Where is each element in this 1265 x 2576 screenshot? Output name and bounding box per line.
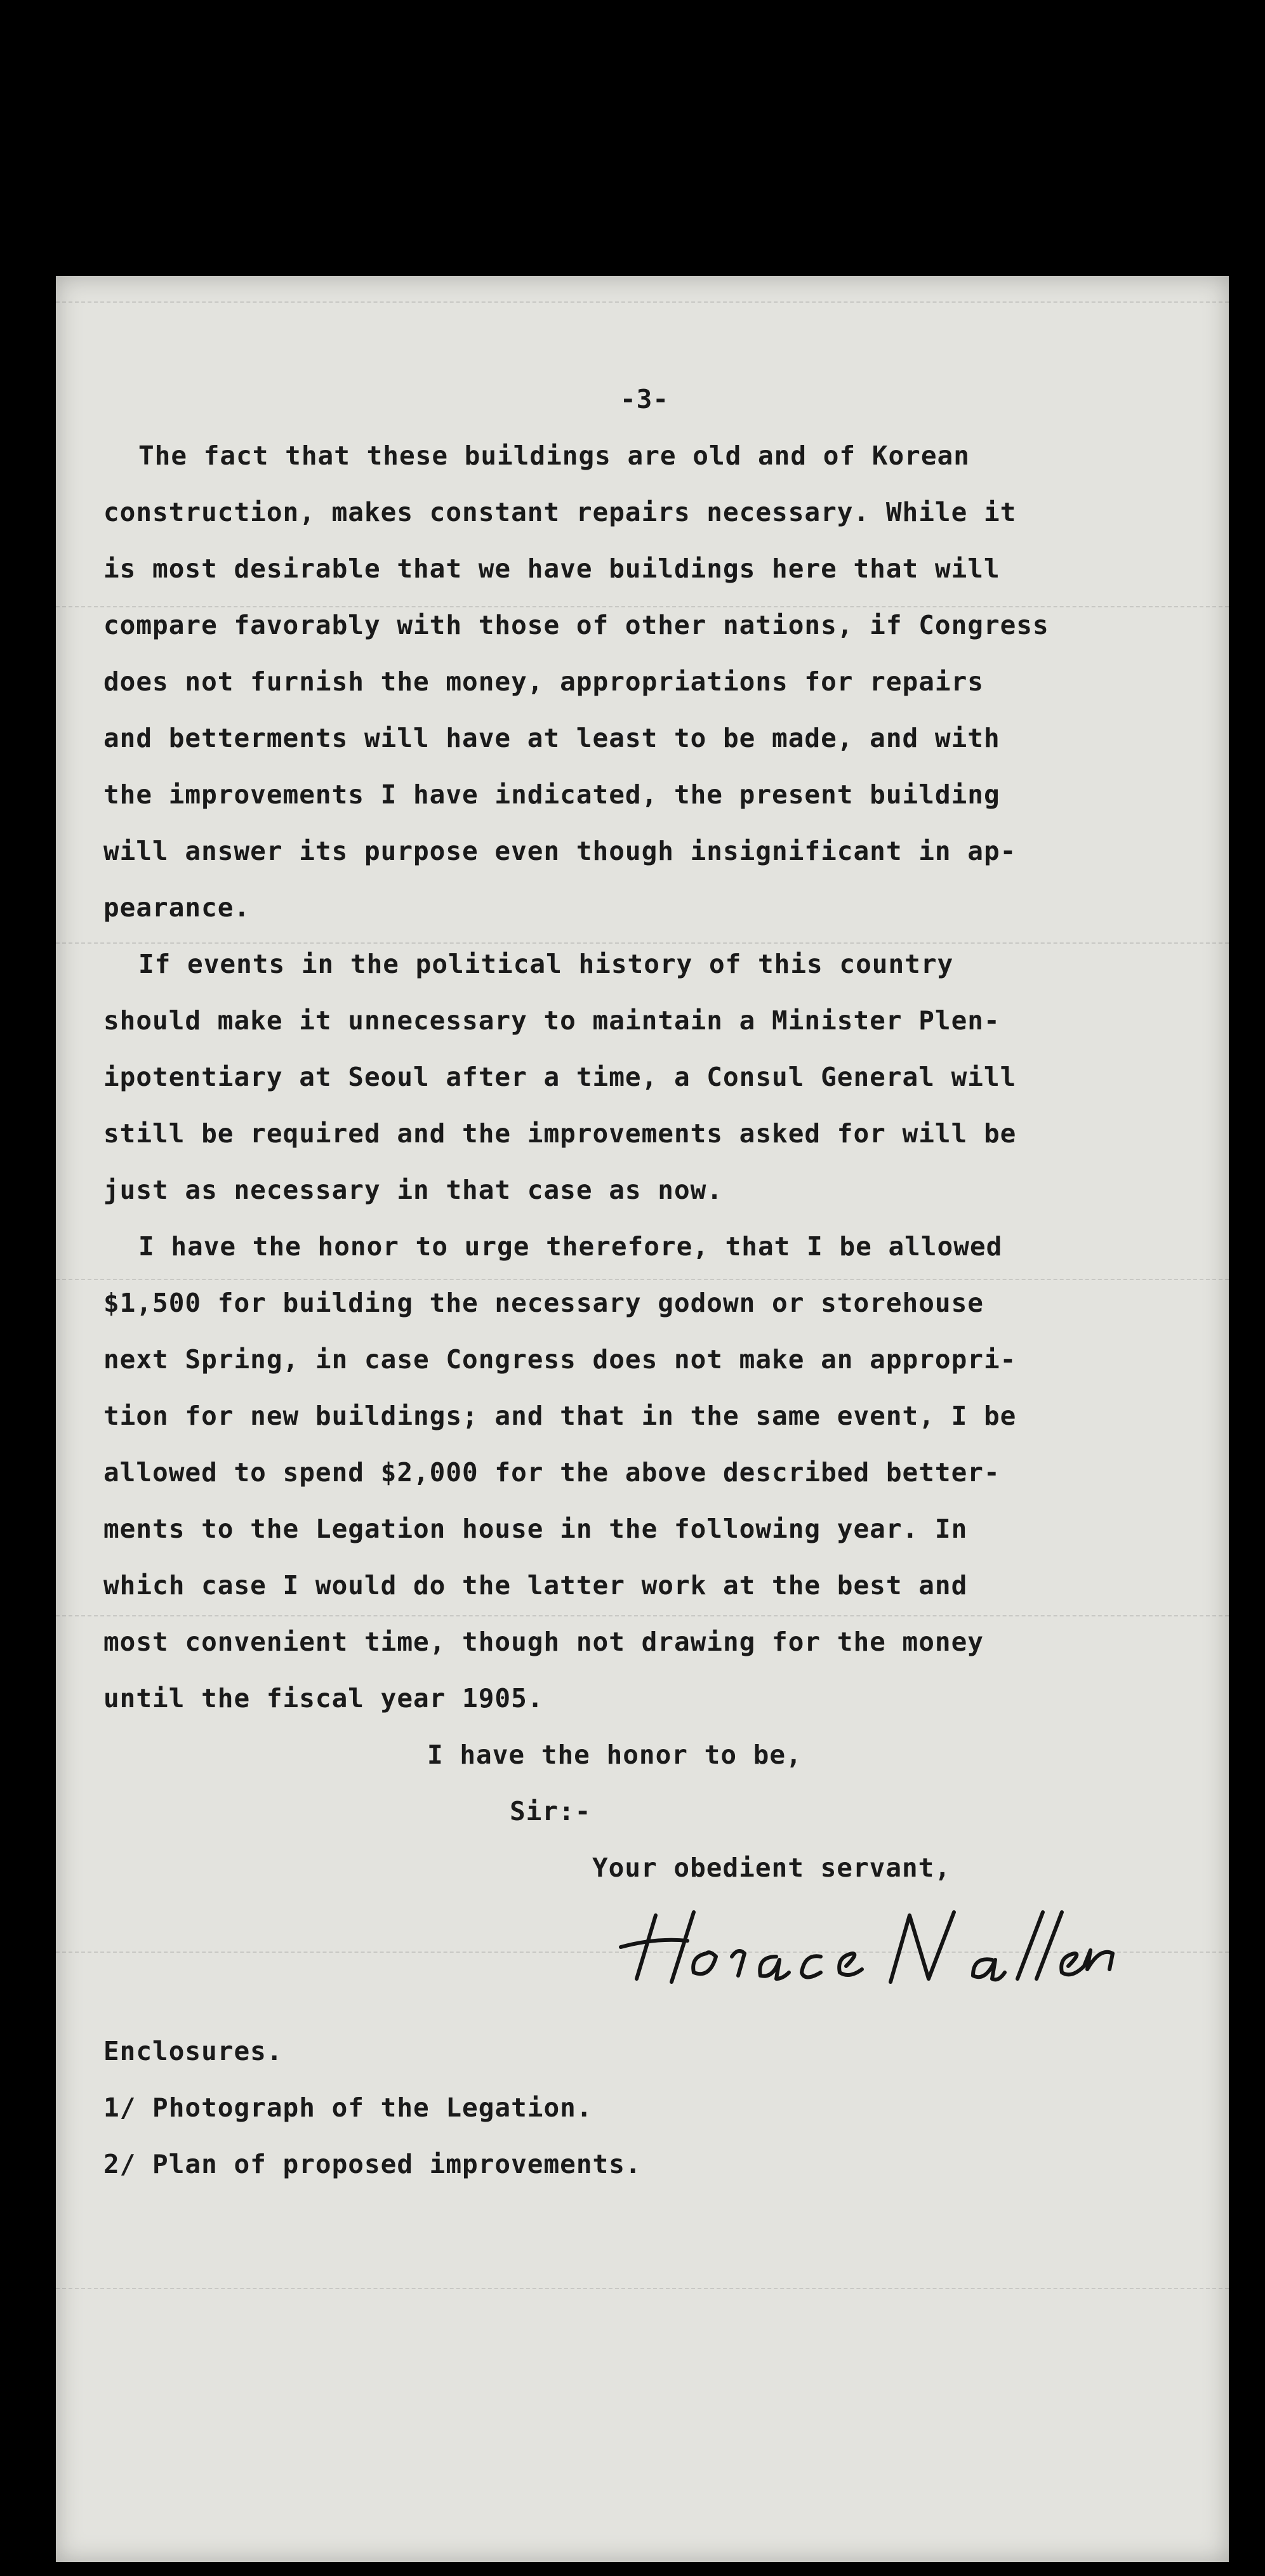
closing-salutation: Sir:-: [510, 1796, 592, 1826]
text-line: I have the honor to urge therefore, that I be allowed: [138, 1231, 1003, 1262]
text-line: should make it unnecessary to maintain a Minister Plen-: [103, 1005, 1000, 1036]
text-line: If events in the political history of this country: [138, 949, 954, 979]
text-line: is most desirable that we have buildings here that will: [103, 553, 1000, 584]
enclosures-heading: Enclosures.: [103, 2036, 283, 2066]
text-line: the improvements I have indicated, the present building: [103, 779, 1000, 810]
text-line: compare favorably with those of other nations, if Congress: [103, 610, 1049, 640]
text-line: The fact that these buildings are old and of Korean: [138, 440, 970, 471]
text-line: $1,500 for building the necessary godown or storehouse: [103, 1288, 984, 1318]
enclosures-section: [103, 2023, 1144, 2193]
text-line: ipotentiary at Seoul after a time, a Consul General will: [103, 1062, 1017, 1092]
page-number: -3-: [619, 384, 670, 414]
text-line: does not furnish the money, appropriations for repairs: [103, 666, 984, 697]
enclosure-item: 2/ Plan of proposed improvements.: [103, 2149, 642, 2179]
text-line: next Spring, in case Congress does not make an appropri-: [103, 1344, 1017, 1375]
text-line: and betterments will have at least to be made, and with: [103, 723, 1000, 753]
text-line: will answer its purpose even though insignificant in ap-: [103, 836, 1017, 866]
text-line: construction, makes constant repairs necessary. While it: [103, 497, 1017, 527]
closing-line-3: Your obedient servant,: [592, 1853, 951, 1883]
text-line: tion for new buildings; and that in the same event, I be: [103, 1401, 1017, 1431]
letter-body: [103, 371, 1144, 2193]
paragraph-1: [103, 428, 1144, 936]
paragraph-2: [103, 936, 1144, 1219]
paragraph-3: [103, 1219, 1144, 1727]
text-line: pearance.: [103, 892, 251, 923]
text-line: ments to the Legation house in the following year. In: [103, 1514, 968, 1544]
handwritten-signature: [103, 1903, 1144, 1991]
text-line: most convenient time, though not drawing for the money: [103, 1627, 984, 1657]
text-line: still be required and the improvements asked for will be: [103, 1118, 1017, 1149]
text-line: until the fiscal year 1905.: [103, 1683, 544, 1714]
signature-graphic: [611, 1903, 1132, 1991]
ruled-line: [56, 2288, 1229, 2289]
enclosure-item: 1/ Photograph of the Legation.: [103, 2092, 593, 2123]
document-page: [56, 276, 1229, 2562]
text-line: allowed to spend $2,000 for the above described better-: [103, 1457, 1000, 1488]
closing-line-1: I have the honor to be,: [427, 1740, 802, 1770]
ruled-line: [56, 301, 1229, 303]
text-line: just as necessary in that case as now.: [103, 1175, 723, 1205]
text-line: which case I would do the latter work at the best and: [103, 1570, 968, 1601]
